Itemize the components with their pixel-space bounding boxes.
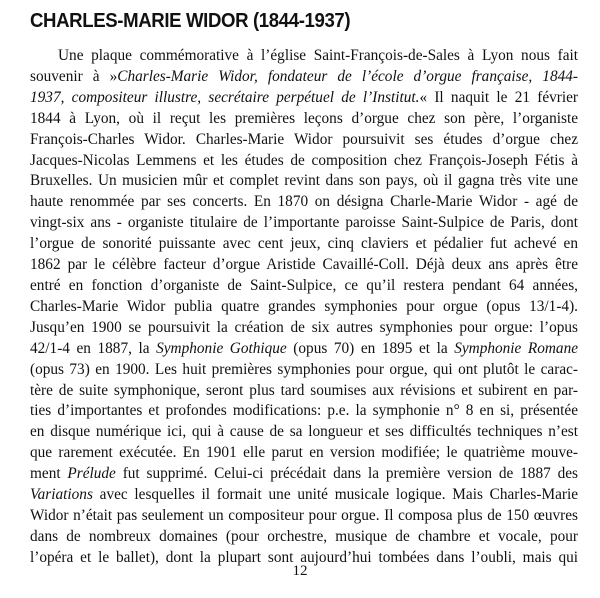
text-line: ties d’importantes et profondes modifications: p.e. la symphonie n° 8 en si, présentée	[30, 402, 578, 420]
text-line: l’opéra et le ballet), dont la plupart sont aujourd’hui tombées dans l’oubli, mais qui	[30, 548, 578, 566]
text-line: Bruxelles. Un musicien mûr et complet revint dans son pays, où il gagna très vite une	[30, 172, 578, 190]
body-text	[30, 46, 578, 569]
text-line: 1937, compositeur illustre, secrétaire perpétuel de l’Institut.« Il naquit le 21 février	[30, 88, 578, 106]
text-line: vingt-six ans - organiste titulaire de l’importante paroisse Saint-Sulpice de Paris, dont	[30, 214, 578, 232]
text-line: 1844 à Lyon, où il reçut les premières leçons d’orgue chez son père, l’organiste	[30, 109, 578, 127]
text-line: ment Prélude fut supprimé. Celui-ci précédait dans la première version de 1887 des	[30, 465, 578, 483]
page-number: 12	[292, 563, 308, 579]
page-content	[30, 8, 578, 569]
text-line: François-Charles Widor. Charles-Marie Widor poursuivit ses études d’orgue chez	[30, 130, 578, 148]
text-line: souvenir à »Charles-Marie Widor, fondateur de l’école d’orgue française, 1844-	[30, 67, 578, 85]
text-line: 42/1-4 en 1887, la Symphonie Gothique (opus 70) en 1895 et la Symphonie Romane	[30, 339, 579, 357]
text-line: l’orgue de sonorité puissante avec cent jeux, cinq claviers et pédalier fut achevé en	[30, 235, 578, 253]
text-line: entré en fonction d’organiste de Saint-Sulpice, ce qu’il restera pendant 64 années,	[30, 276, 578, 294]
text-line: en disque numérique ici, qui à cause de sa longueur et ses difficultés techniques n’est	[30, 423, 578, 441]
text-line: haute renommée par ses concerts. En 1870 on désigna Charle-Marie Widor - agé de	[30, 193, 578, 211]
text-line: que rarement exécutée. En 1901 elle parut en version modifiée; le quatrième mouve-	[30, 444, 578, 462]
page-title: CHARLES-MARIE WIDOR (1844-1937)	[30, 10, 351, 32]
text-line: Variations avec lesquelles il formait une unité musicale logique. Mais Charles-Marie	[30, 486, 578, 504]
text-line: Charles-Marie Widor publia quatre grandes symphonies pour orgue (opus 13/1-4).	[30, 297, 578, 315]
text-line: (opus 73) en 1900. Les huit premières symphonies pour orgue, qui ont plutôt le carac-	[30, 360, 578, 378]
text-line: Jusqu’en 1900 se poursuivit la création de six autres symphonies pour orgue: l’opus	[30, 318, 578, 336]
text-line: Une plaque commémorative à l’église Saint-François-de-Sales à Lyon nous fait	[58, 47, 578, 64]
text-line: dans de nombreux domaines (pour orchestre, musique de chambre et vocale, pour	[30, 527, 578, 545]
text-line: tère de suite symphonique, seront plus tard soumises aux révisions et subirent en par-	[30, 381, 578, 399]
text-line: Jacques-Nicolas Lemmens et les études de composition chez François-Joseph Fétis à	[30, 151, 578, 169]
text-line: 1862 par le célèbre facteur d’orgue Aristide Cavaillé-Coll. Déjà deux ans après être	[30, 256, 578, 274]
text-line: Widor n’était pas seulement un compositeur pour orgue. Il composa plus de 150 œuvres	[30, 506, 578, 524]
